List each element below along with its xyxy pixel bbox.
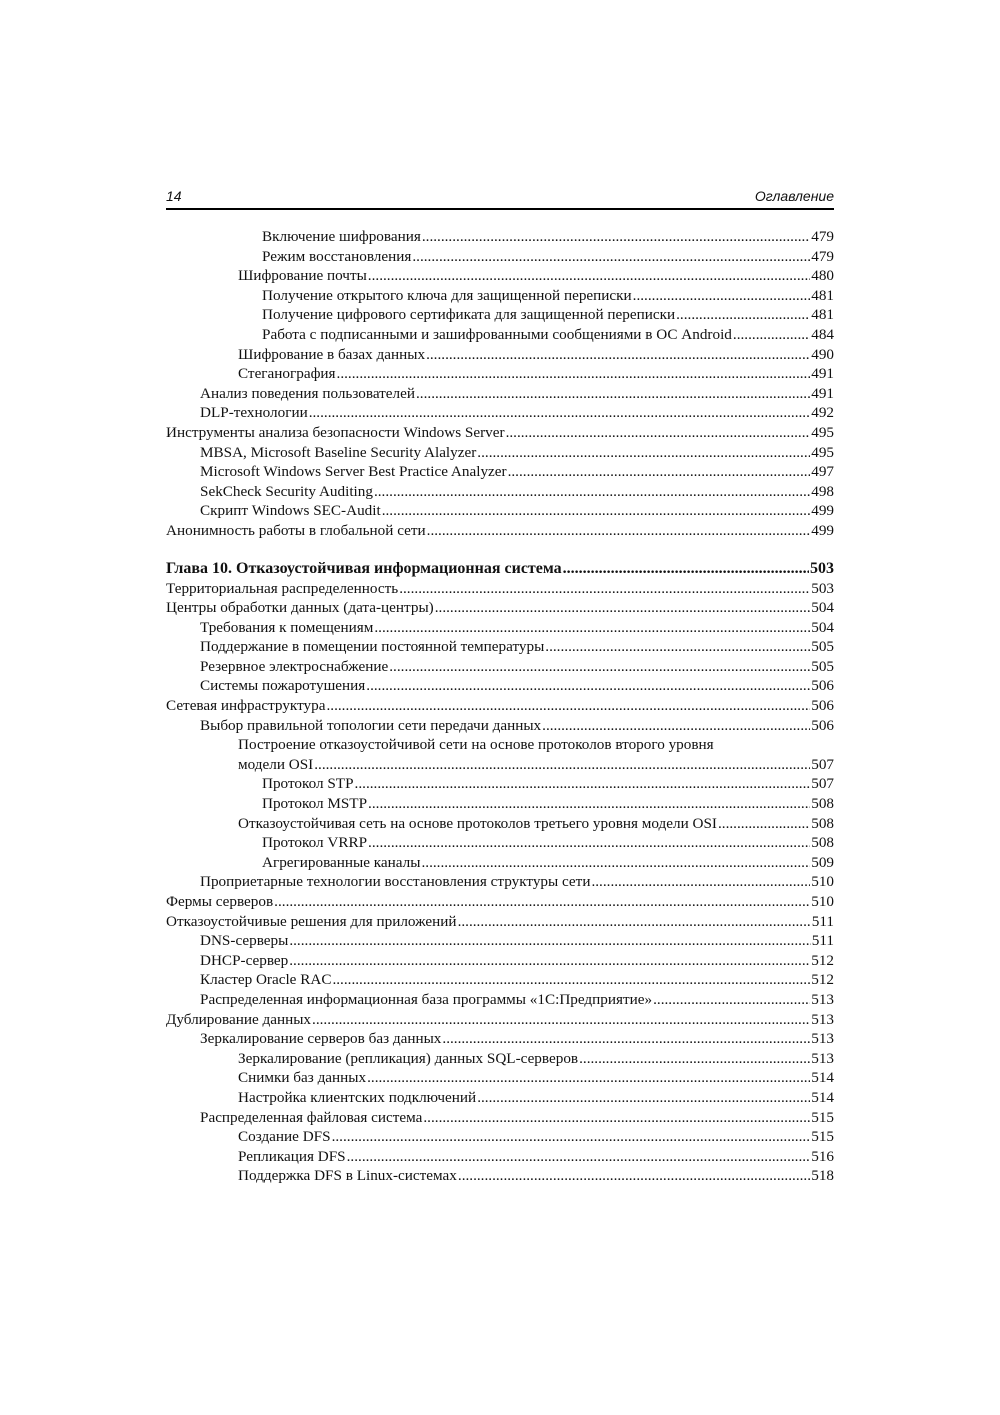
toc-entry: DNS-серверы ..... 511: [166, 931, 834, 951]
toc-entry: Инструменты анализа безопасности Windows Server ..... 495: [166, 423, 834, 443]
chapter-heading: Глава 10. Отказоустойчивая информационная система ..... 503: [166, 559, 834, 579]
toc-entry: Репликация DFS ..... 516: [166, 1147, 834, 1167]
toc-entry: Поддержка DFS в Linux-системах ..... 518: [166, 1166, 834, 1186]
toc-entry: SekCheck Security Auditing ..... 498: [166, 482, 834, 502]
toc-entry: Анализ поведения пользователей ..... 491: [166, 384, 834, 404]
toc-entry: Шифрование в базах данных ..... 490: [166, 345, 834, 365]
toc-entry: Протокол VRRP ..... 508: [166, 833, 834, 853]
toc-entry: Создание DFS ..... 515: [166, 1127, 834, 1147]
toc-entry: Фермы серверов ..... 510: [166, 892, 834, 912]
toc-entry: Территориальная распределенность ..... 503: [166, 579, 834, 599]
toc-entry: Резервное электроснабжение ..... 505: [166, 657, 834, 677]
toc-entry: Отказоустойчивая сеть на основе протоколов третьего уровня модели OSI ..... 508: [166, 814, 834, 834]
toc-entry: Дублирование данных ..... 513: [166, 1010, 834, 1030]
toc-entry: Режим восстановления ..... 479: [166, 247, 834, 267]
toc-entry: Шифрование почты ..... 480: [166, 266, 834, 286]
toc-entry: Центры обработки данных (дата-центры) ..... 504: [166, 598, 834, 618]
toc-entry: Зеркалирование серверов баз данных ..... 513: [166, 1029, 834, 1049]
toc-entry: Анонимность работы в глобальной сети ..... 499: [166, 521, 834, 541]
toc-entry: Распределенная файловая система ..... 515: [166, 1108, 834, 1128]
toc-entry: Проприетарные технологии восстановления структуры сети ..... 510: [166, 872, 834, 892]
toc-entry: Работа с подписанными и зашифрованными сообщениями в ОС Android ..... 484: [166, 325, 834, 345]
toc-entry: Поддержание в помещении постоянной температуры ..... 505: [166, 637, 834, 657]
toc-entry: Системы пожаротушения ..... 506: [166, 676, 834, 696]
toc-entry-wrapped-line: Построение отказоустойчивой сети на основе протоколов второго уровня: [238, 736, 714, 754]
toc-entry: Требования к помещениям ..... 504: [166, 618, 834, 638]
toc-entry: Включение шифрования ..... 479: [166, 227, 834, 247]
page-number: 14: [166, 188, 182, 204]
toc-entry: Снимки баз данных ..... 514: [166, 1068, 834, 1088]
toc-entry: Настройка клиентских подключений ..... 514: [166, 1088, 834, 1108]
toc-entry: модели OSI ..... 507: [166, 755, 834, 775]
toc-entry: MBSA, Microsoft Baseline Security Alalyzer ..... 495: [166, 443, 834, 463]
toc-entry: Протокол STP ..... 507: [166, 774, 834, 794]
toc-entry: Отказоустойчивые решения для приложений ..... 511: [166, 912, 834, 932]
toc-entry: Зеркалирование (репликация) данных SQL-серверов ..... 513: [166, 1049, 834, 1069]
toc-entry: Скрипт Windows SEC-Audit ..... 499: [166, 501, 834, 521]
toc-entry: Выбор правильной топологии сети передачи данных ..... 506: [166, 716, 834, 736]
toc-entry: Сетевая инфраструктура ..... 506: [166, 696, 834, 716]
toc-entry: Стеганография ..... 491: [166, 364, 834, 384]
toc-entry: Протокол MSTP ..... 508: [166, 794, 834, 814]
running-title: Оглавление: [754, 188, 834, 204]
toc-entry: Распределенная информационная база программы «1С:Предприятие» ..... 513: [166, 990, 834, 1010]
toc-entry: Кластер Oracle RAC ..... 512: [166, 970, 834, 990]
toc-entry: Получение цифрового сертификата для защищенной переписки ..... 481: [166, 305, 834, 325]
toc-entry: DLP-технологии ..... 492: [166, 403, 834, 423]
toc-entry: Агрегированные каналы ..... 509: [166, 853, 834, 873]
toc-entry: Получение открытого ключа для защищенной переписки ..... 481: [166, 286, 834, 306]
page-header: [166, 186, 834, 210]
toc-entry: Microsoft Windows Server Best Practice Analyzer ..... 497: [166, 462, 834, 482]
table-of-contents: [166, 227, 834, 1186]
toc-entry: DHCP-сервер ..... 512: [166, 951, 834, 971]
